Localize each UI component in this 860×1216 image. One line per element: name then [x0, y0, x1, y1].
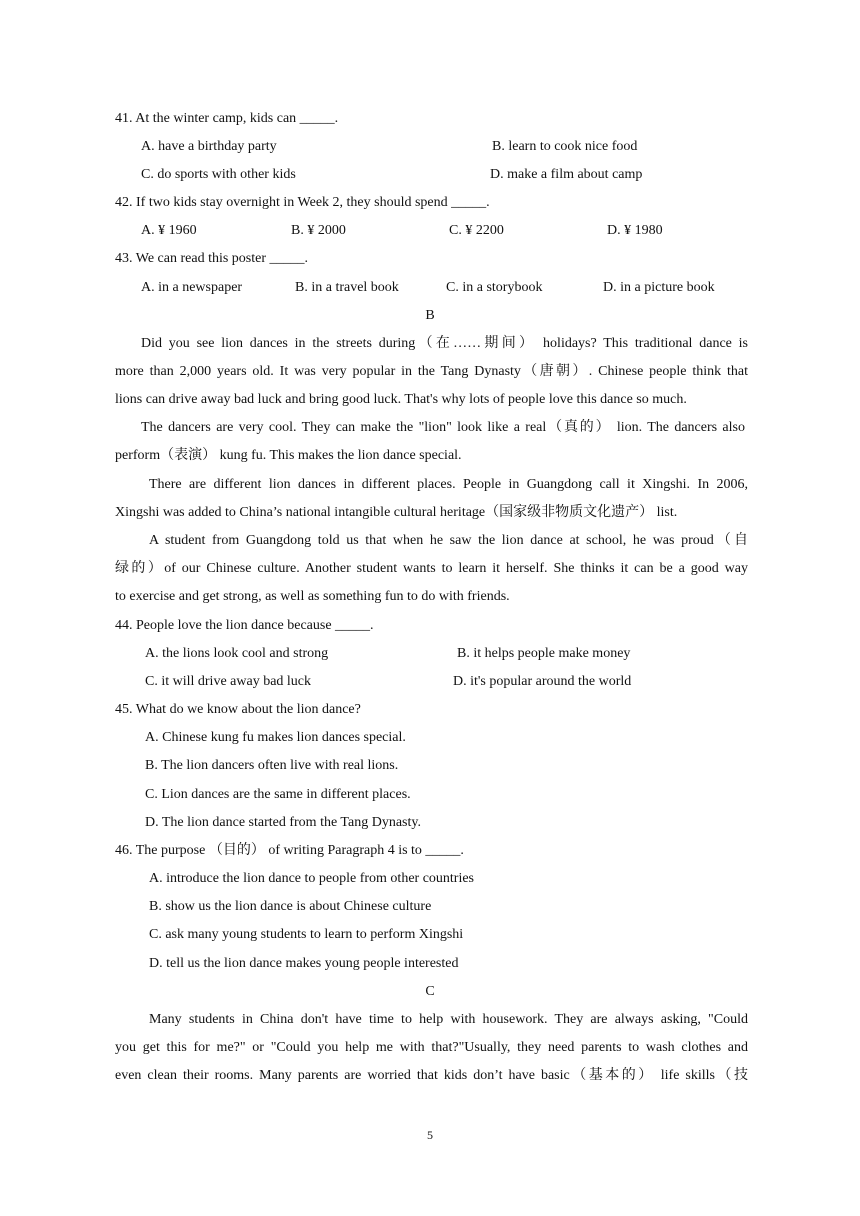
question-43-option-d: D. in a picture book [603, 280, 715, 295]
page-number: 5 [427, 1128, 433, 1142]
question-44-stem: 44. People love the lion dance because _____. [115, 618, 374, 633]
passage-b-line: more than 2,000 years old. It was very popular in the Tang Dynasty（唐朝）. Chinese people think that [115, 364, 748, 379]
question-42-option-c: C. ¥ 2200 [449, 223, 504, 238]
question-45-option-b: B. The lion dancers often live with real lions. [145, 758, 399, 773]
passage-b-line: 绿的）of our Chinese culture. Another student wants to learn it herself. She thinks it can be a good way [115, 561, 748, 576]
question-45-option-c: C. Lion dances are the same in different places. [145, 787, 411, 802]
question-45-stem: 45. What do we know about the lion dance? [115, 702, 361, 717]
passage-b-line: The dancers are very cool. They can make the "lion" look like a real（真的） lion. The dancers also [141, 420, 745, 435]
passage-b-line: Did you see lion dances in the streets during（在……期间） holidays? This traditional dance is [141, 336, 748, 351]
passage-b-line: to exercise and get strong, as well as something fun to do with friends. [115, 589, 510, 604]
passage-b-line: There are different lion dances in different places. People in Guangdong call it Xingshi. In 2006, [149, 477, 748, 492]
passage-c-line: you get this for me?" or "Could you help me with that?"Usually, they need parents to wash clothes and [115, 1040, 748, 1055]
question-44-option-d: D. it's popular around the world [453, 674, 632, 689]
section-b-heading: B [425, 308, 435, 323]
question-44-option-a: A. the lions look cool and strong [145, 646, 329, 661]
question-43-option-c: C. in a storybook [446, 280, 543, 295]
question-42-option-d: D. ¥ 1980 [607, 223, 663, 238]
passage-c-line: Many students in China don't have time to help with housework. They are always asking, "Could [149, 1012, 748, 1027]
question-45-option-d: D. The lion dance started from the Tang Dynasty. [145, 815, 421, 830]
question-41-option-c: C. do sports with other kids [141, 167, 296, 182]
question-46-option-d: D. tell us the lion dance makes young people interested [149, 956, 459, 971]
passage-b-line: lions can drive away bad luck and bring good luck. That's why lots of people love this dance so much. [115, 392, 687, 407]
question-46-option-a: A. introduce the lion dance to people from other countries [149, 871, 475, 886]
question-46-option-c: C. ask many young students to learn to perform Xingshi [149, 927, 464, 942]
question-45-option-a: A. Chinese kung fu makes lion dances special. [145, 730, 406, 745]
question-46-stem: 46. The purpose （目的） of writing Paragraph 4 is to _____. [115, 843, 464, 858]
question-42-option-b: B. ¥ 2000 [291, 223, 346, 238]
question-42-option-a: A. ¥ 1960 [141, 223, 197, 238]
question-43-option-b: B. in a travel book [295, 280, 399, 295]
question-44-option-c: C. it will drive away bad luck [145, 674, 312, 689]
section-c-heading: C [425, 984, 435, 999]
passage-c-line: even clean their rooms. Many parents are worried that kids don’t have basic（基本的） life skills（技 [115, 1068, 748, 1083]
passage-b-line: Xingshi was added to China’s national intangible cultural heritage（国家级非物质文化遗产） list. [115, 505, 678, 520]
passage-b-line: A student from Guangdong told us that when he saw the lion dance at school, he was proud（自 [149, 533, 748, 548]
question-41-stem: 41. At the winter camp, kids can _____. [115, 111, 339, 126]
question-44-option-b: B. it helps people make money [457, 646, 631, 661]
question-41-option-d: D. make a film about camp [490, 167, 643, 182]
question-43-stem: 43. We can read this poster _____. [115, 251, 309, 266]
question-43-option-a: A. in a newspaper [141, 280, 243, 295]
question-41-option-a: A. have a birthday party [141, 139, 277, 154]
question-41-option-b: B. learn to cook nice food [492, 139, 638, 154]
question-46-option-b: B. show us the lion dance is about Chinese culture [149, 899, 432, 914]
question-42-stem: 42. If two kids stay overnight in Week 2, they should spend _____. [115, 195, 490, 210]
passage-b-line: perform（表演） kung fu. This makes the lion dance special. [115, 448, 462, 463]
